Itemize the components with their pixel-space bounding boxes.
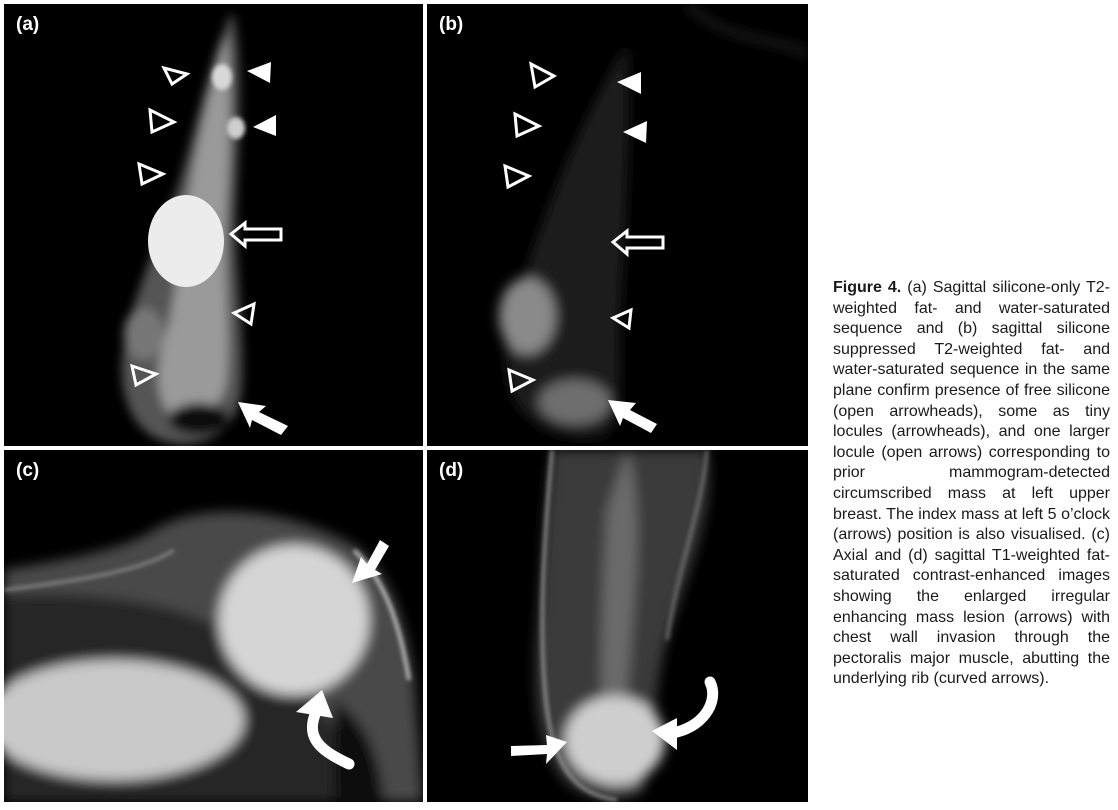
mri-image-d: [427, 450, 808, 802]
open-arrow-a: [231, 223, 281, 246]
silicone-locule-a: [148, 195, 224, 287]
panel-label-b: (b): [439, 14, 464, 35]
mri-image-c: [4, 450, 423, 802]
arrow-a: [238, 402, 288, 435]
caption-title: Figure 4.: [833, 279, 902, 296]
caption-body: (a) Sagittal silicone-only T2-weighted fat- and water-saturated sequence and (b) sagittal silicone suppressed T2-weighted fat- and water-saturated sequence in the same plane confirm presence of free silicone (open arrowheads), some as tiny locules (arrowheads), and one larger locule (open arrows) corresponding to prior mammogram-detected circumscribed mass at left upper breast. The index mass at left 5 o’clock (arrows) position is also visualised. (c) Axial and (d) sagittal T1-weighted fat-saturated contrast-enhanced images showing the enlarged irregular enhancing mass lesion (arrows) with chest wall invasion through the pectoralis major muscle, abutting the underlying rib (curved arrows).: [833, 279, 1111, 688]
mri-panel-d: [427, 450, 808, 802]
panel-label-c: (c): [16, 460, 40, 481]
panel-label-a: (a): [16, 14, 40, 35]
arrowheads-a: [247, 62, 276, 136]
panel-label-d: (d): [439, 460, 464, 481]
mri-image-a: [4, 4, 423, 446]
mri-image-b: [427, 4, 808, 446]
figure-caption: [833, 278, 1110, 690]
mri-panel-a: [4, 4, 423, 446]
mri-panel-c: [4, 450, 423, 802]
mri-panel-b: [427, 4, 808, 446]
